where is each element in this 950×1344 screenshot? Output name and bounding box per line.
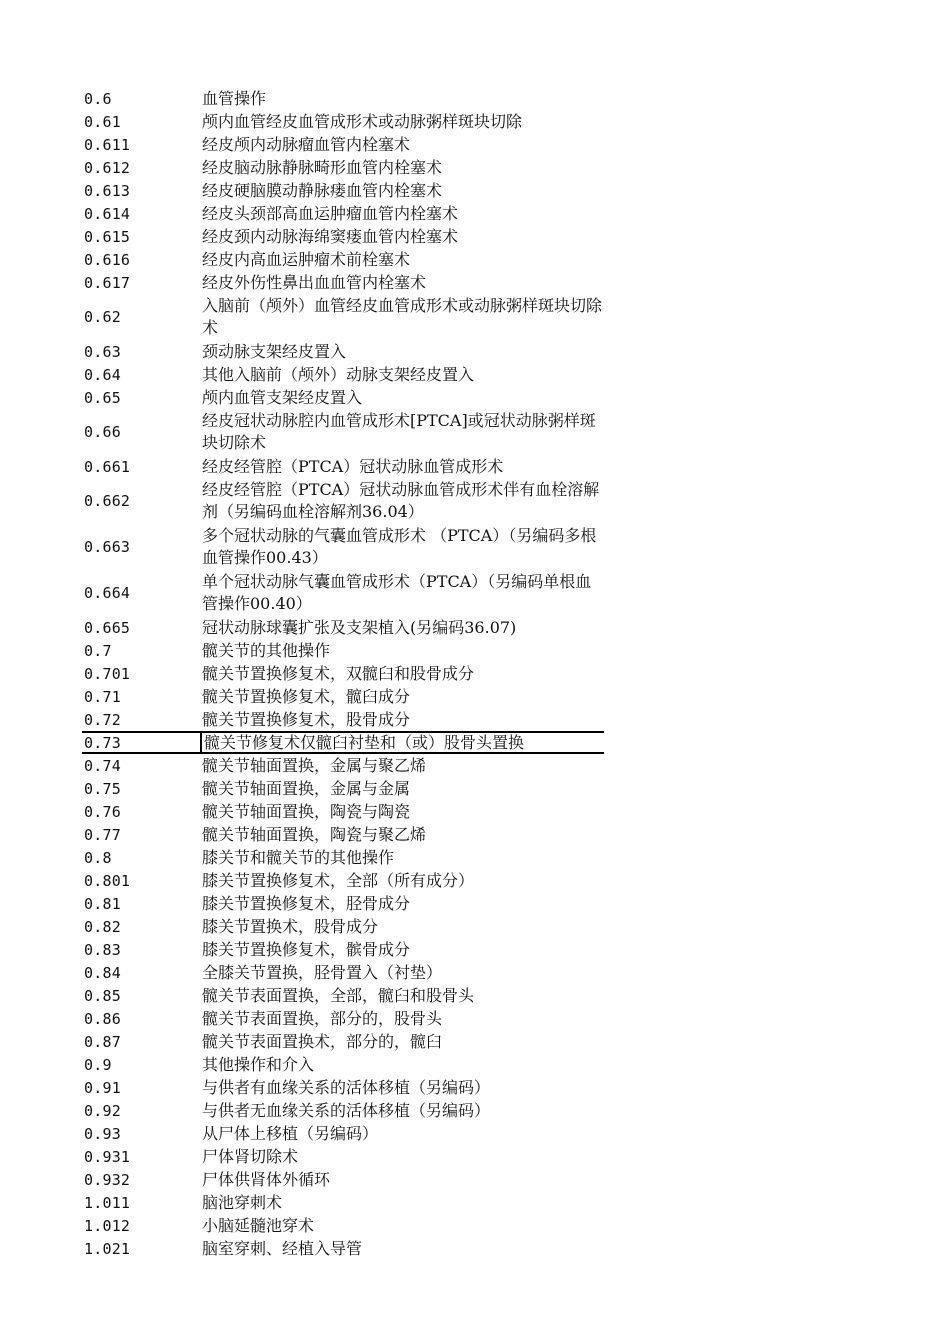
table-row[interactable] — [82, 800, 604, 823]
table-row[interactable] — [82, 1168, 604, 1191]
table-row[interactable] — [82, 133, 604, 156]
procedure-name-cell[interactable]: 全膝关节置换，胫骨置入（衬垫） — [202, 962, 443, 982]
table-row[interactable] — [82, 1145, 604, 1168]
table-row[interactable] — [82, 754, 604, 777]
procedure-name-cell[interactable]: 膝关节置换术，股骨成分 — [202, 916, 379, 936]
code-cell[interactable]: 0.801 — [84, 871, 131, 890]
code-cell[interactable]: 0.76 — [84, 802, 121, 821]
table-row[interactable] — [82, 271, 604, 294]
table-row[interactable] — [82, 823, 604, 846]
procedure-name-cell[interactable]: 单个冠状动脉气囊血管成形术（PTCA）（另编码单根血管操作00.40） — [202, 572, 592, 613]
code-cell[interactable]: 0.614 — [84, 204, 131, 223]
procedure-name-cell[interactable]: 与供者无血缘关系的活体移植（另编码） — [202, 1100, 491, 1120]
procedure-name-cell[interactable]: 髋关节的其他操作 — [202, 640, 331, 660]
code-cell[interactable]: 0.81 — [84, 894, 121, 913]
procedure-name-cell[interactable]: 髋关节轴面置换，陶瓷与聚乙烯 — [202, 824, 427, 844]
table-row[interactable] — [82, 984, 604, 1007]
code-cell[interactable]: 0.92 — [84, 1101, 121, 1120]
table-row[interactable] — [82, 1191, 604, 1214]
table-row[interactable] — [82, 1099, 604, 1122]
code-cell[interactable]: 0.63 — [84, 342, 121, 361]
code-cell[interactable]: 0.91 — [84, 1078, 121, 1097]
code-cell[interactable]: 0.617 — [84, 273, 131, 292]
procedure-name-cell[interactable]: 其他操作和介入 — [202, 1054, 315, 1074]
table-row[interactable] — [82, 915, 604, 938]
code-cell[interactable]: 0.663 — [84, 538, 131, 556]
table-row[interactable] — [82, 179, 604, 202]
table-row[interactable] — [82, 662, 604, 685]
code-cell[interactable]: 0.87 — [84, 1032, 121, 1051]
code-cell[interactable]: 0.661 — [84, 457, 131, 476]
code-cell[interactable]: 0.61 — [84, 112, 121, 131]
procedure-name-cell[interactable]: 颅内血管支架经皮置入 — [202, 387, 363, 407]
procedure-name-cell[interactable]: 脑池穿刺术 — [202, 1192, 283, 1212]
procedure-name-cell[interactable]: 从尸体上移植（另编码） — [202, 1123, 379, 1143]
code-cell[interactable]: 0.615 — [84, 227, 131, 246]
procedure-name-cell[interactable]: 其他入脑前（颅外）动脉支架经皮置入 — [202, 364, 475, 384]
table-row[interactable] — [82, 478, 604, 524]
code-cell[interactable]: 0.74 — [84, 756, 121, 775]
procedure-name-cell[interactable]: 膝关节置换修复术，全部（所有成分） — [202, 870, 475, 890]
code-cell[interactable]: 0.611 — [84, 135, 131, 154]
procedure-name-cell[interactable]: 髋关节置换修复术，双髋臼和股骨成分 — [202, 663, 475, 683]
code-cell[interactable]: 0.75 — [84, 779, 121, 798]
table-row[interactable] — [82, 685, 604, 708]
table-row[interactable] — [82, 1007, 604, 1030]
procedure-name-cell[interactable]: 颅内血管经皮血管成形术或动脉粥样斑块切除 — [202, 111, 523, 131]
table-row[interactable] — [82, 938, 604, 961]
procedure-name-cell[interactable]: 尸体肾切除术 — [202, 1146, 299, 1166]
procedure-name-cell[interactable]: 颈动脉支架经皮置入 — [202, 341, 347, 361]
table-row[interactable] — [82, 639, 604, 662]
code-cell[interactable]: 0.84 — [84, 963, 121, 982]
table-row[interactable] — [82, 616, 604, 639]
table-row[interactable] — [82, 294, 604, 340]
procedure-name-cell[interactable]: 经皮硬脑膜动静脉瘘血管内栓塞术 — [202, 180, 443, 200]
table-row[interactable] — [82, 156, 604, 179]
procedure-code-table — [82, 87, 604, 1260]
procedure-name-cell[interactable]: 经皮冠状动脉腔内血管成形术[PTCA]或冠状动脉粥样斑块切除术 — [202, 411, 596, 452]
code-cell[interactable]: 0.86 — [84, 1009, 121, 1028]
procedure-name-cell[interactable]: 经皮头颈部高血运肿瘤血管内栓塞术 — [202, 203, 459, 223]
code-cell[interactable]: 0.665 — [84, 618, 131, 637]
code-cell[interactable]: 0.616 — [84, 250, 131, 269]
procedure-name-cell[interactable]: 髋关节表面置换，全部，髋臼和股骨头 — [202, 985, 475, 1005]
table-row[interactable] — [82, 87, 604, 110]
table-row[interactable] — [82, 846, 604, 869]
code-cell[interactable]: 0.85 — [84, 986, 121, 1005]
table-row[interactable] — [82, 708, 604, 731]
code-cell[interactable]: 0.9 — [84, 1055, 112, 1074]
procedure-name-cell[interactable]: 髋关节轴面置换，金属与聚乙烯 — [202, 755, 427, 775]
procedure-name-cell[interactable]: 经皮外伤性鼻出血血管内栓塞术 — [202, 272, 427, 292]
code-cell[interactable]: 0.72 — [84, 710, 121, 729]
code-cell[interactable]: 0.73 — [84, 733, 121, 752]
procedure-name-cell[interactable]: 小脑延髓池穿术 — [202, 1215, 315, 1235]
code-cell[interactable]: 0.701 — [84, 664, 131, 683]
code-cell[interactable]: 0.8 — [84, 848, 112, 867]
table-row[interactable] — [82, 455, 604, 478]
table-row[interactable] — [82, 1030, 604, 1053]
procedure-name-cell[interactable]: 膝关节和髋关节的其他操作 — [202, 847, 395, 867]
code-cell[interactable]: 1.021 — [84, 1239, 131, 1258]
procedure-name-cell[interactable]: 脑室穿刺、经植入导管 — [202, 1238, 363, 1258]
procedure-name-cell[interactable]: 髋关节修复术仅髋臼衬垫和（或）股骨头置换 — [200, 733, 604, 752]
procedure-name-cell[interactable]: 入脑前（颅外）血管经皮血管成形术或动脉粥样斑块切除术 — [202, 296, 603, 337]
procedure-name-cell[interactable]: 膝关节置换修复术，胫骨成分 — [202, 893, 411, 913]
code-cell[interactable]: 0.93 — [84, 1124, 121, 1143]
procedure-name-cell[interactable]: 经皮经管腔（PTCA）冠状动脉血管成形术伴有血栓溶解剂（另编码血栓溶解剂36.04） — [202, 480, 600, 521]
code-cell[interactable]: 0.7 — [84, 641, 112, 660]
procedure-name-cell[interactable]: 髋关节置换修复术，髋臼成分 — [202, 686, 411, 706]
code-cell[interactable]: 0.83 — [84, 940, 121, 959]
table-row[interactable] — [82, 409, 604, 455]
table-row-selected[interactable] — [82, 731, 604, 754]
table-row[interactable] — [82, 777, 604, 800]
code-cell[interactable]: 0.6 — [84, 89, 112, 108]
code-cell[interactable]: 0.612 — [84, 158, 131, 177]
code-cell[interactable]: 1.012 — [84, 1216, 131, 1235]
procedure-name-cell[interactable]: 经皮颈内动脉海绵窦瘘血管内栓塞术 — [202, 226, 459, 246]
code-cell[interactable]: 0.613 — [84, 181, 131, 200]
table-row[interactable] — [82, 1237, 604, 1260]
table-row[interactable] — [82, 248, 604, 271]
procedure-name-cell[interactable]: 髋关节表面置换，部分的，股骨头 — [202, 1008, 443, 1028]
procedure-name-cell[interactable]: 经皮脑动脉静脉畸形血管内栓塞术 — [202, 157, 443, 177]
procedure-name-cell[interactable]: 与供者有血缘关系的活体移植（另编码） — [202, 1077, 491, 1097]
table-row[interactable] — [82, 1214, 604, 1237]
procedure-name-cell[interactable]: 多个冠状动脉的气囊血管成形术 （PTCA）（另编码多根血管操作00.43） — [202, 526, 597, 567]
table-row[interactable] — [82, 1053, 604, 1076]
table-row[interactable] — [82, 1076, 604, 1099]
procedure-name-cell[interactable]: 膝关节置换修复术，髌骨成分 — [202, 939, 411, 959]
table-row[interactable] — [82, 225, 604, 248]
code-cell[interactable]: 0.664 — [84, 584, 131, 602]
procedure-name-cell[interactable]: 经皮经管腔（PTCA）冠状动脉血管成形术 — [202, 456, 504, 476]
procedure-name-cell[interactable]: 髋关节置换修复术，股骨成分 — [202, 709, 411, 729]
table-row[interactable] — [82, 524, 604, 570]
procedure-name-cell[interactable]: 髋关节表面置换术，部分的，髋臼 — [202, 1031, 443, 1051]
code-cell[interactable]: 0.71 — [84, 687, 121, 706]
code-cell[interactable]: 0.662 — [84, 492, 131, 510]
procedure-name-cell[interactable]: 经皮颅内动脉瘤血管内栓塞术 — [202, 134, 411, 154]
procedure-name-cell[interactable]: 尸体供肾体外循环 — [202, 1169, 331, 1189]
procedure-name-cell[interactable]: 经皮内高血运肿瘤术前栓塞术 — [202, 249, 411, 269]
code-cell[interactable]: 0.64 — [84, 365, 121, 384]
table-row[interactable] — [82, 363, 604, 386]
table-row[interactable] — [82, 570, 604, 616]
code-cell[interactable]: 0.82 — [84, 917, 121, 936]
code-cell[interactable]: 0.932 — [84, 1170, 131, 1189]
code-cell[interactable]: 0.62 — [84, 308, 121, 326]
procedure-name-cell[interactable]: 髋关节轴面置换，陶瓷与陶瓷 — [202, 801, 411, 821]
procedure-name-cell[interactable]: 血管操作 — [202, 88, 267, 108]
table-row[interactable] — [82, 869, 604, 892]
table-row[interactable] — [82, 110, 604, 133]
procedure-name-cell[interactable]: 冠状动脉球囊扩张及支架植入(另编码36.07) — [202, 617, 517, 637]
table-row[interactable] — [82, 340, 604, 363]
table-row[interactable] — [82, 386, 604, 409]
table-row[interactable] — [82, 961, 604, 984]
code-cell[interactable]: 0.65 — [84, 388, 121, 407]
code-cell[interactable]: 0.931 — [84, 1147, 131, 1166]
table-row[interactable] — [82, 1122, 604, 1145]
code-cell[interactable]: 1.011 — [84, 1193, 131, 1212]
table-row[interactable] — [82, 892, 604, 915]
code-cell[interactable]: 0.66 — [84, 423, 121, 441]
procedure-name-cell[interactable]: 髋关节轴面置换，金属与金属 — [202, 778, 411, 798]
table-row[interactable] — [82, 202, 604, 225]
code-cell[interactable]: 0.77 — [84, 825, 121, 844]
